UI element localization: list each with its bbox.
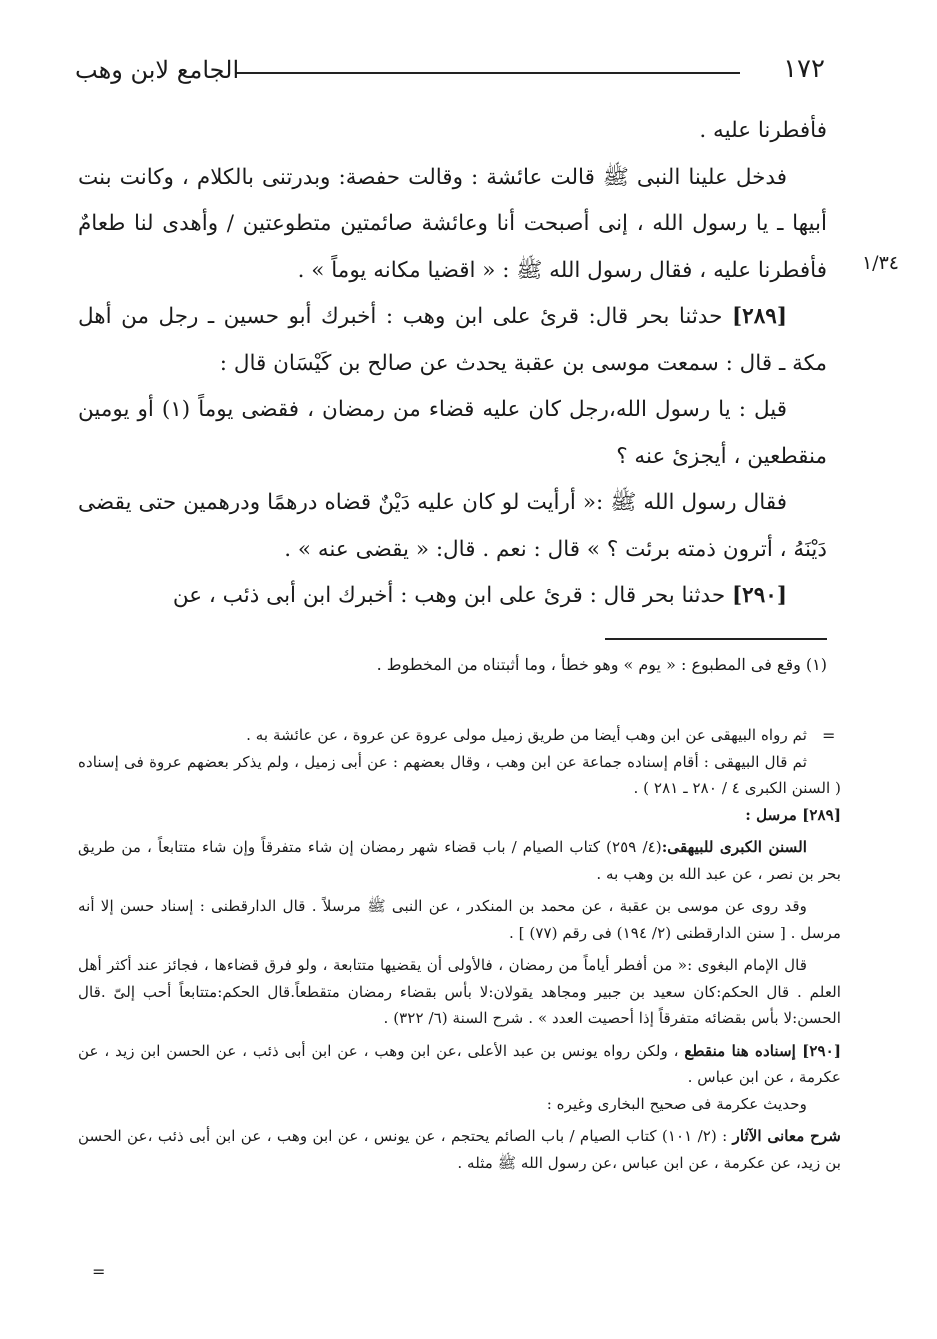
hadith-text: حدثنا بحر قال : قرئ على ابن وهب : أخبرك ابن أبى ذئب ، عن: [172, 583, 726, 608]
header-rule: [235, 72, 740, 74]
heading-text: [٢٨٩] مرسل :: [745, 805, 841, 824]
book-title: الجامع لابن وهب: [75, 56, 240, 84]
hadith-number: [٢٩٠]: [731, 583, 787, 608]
paragraph: فدخل علينا النبى ﷺ قالت عائشة : وقالت حفصة: وبدرتنى بالكلام ، وكانت بنت أبيها ـ يا رسول الله ، إنى أصبحت أنا وعائشة صائمتين متطوعتين / وأهدى لنا طعامٌ فأفطرنا عليه ، فقال رسول الله ﷺ : « اقضيا مكانه يوماً » .: [78, 164, 827, 283]
source-name: السنن الكبرى للبيهقى:: [661, 838, 808, 856]
continuation-mark: =: [92, 1262, 106, 1281]
footnote-rule: [605, 638, 827, 640]
footnote: (١) وقع فى المطبوع : « يوم » وهو خطأ ، وما أثبتناه من المخطوط .: [376, 655, 827, 674]
running-header: [75, 50, 825, 90]
continuation-mark: =: [822, 726, 836, 745]
commentary-line: قال الإمام البغوى :« من أفطر أياماً من رمضان ، فالأولى أن يقضيها متتابعة ، ولو فرق قضاءها ، فجائز عند أكثر أهل العلم . قال الحكم:كان سعيد بن جبير ومجاهد يقولان:لا بأس بقضاء رمضان متقطعاً.قال الحكم:متتابعاً أحب إلىّ .قال الحسن:لا بأس بقضائه متفرقاً إذا أحصيت العدد » . شرح السنة (٦/ ٣٢٢) .: [78, 956, 841, 1027]
hadith-number: [٢٨٩]: [731, 304, 787, 329]
paragraph: فأفطرنا عليه .: [699, 118, 827, 143]
commentary: [78, 722, 841, 1176]
source-text: : (٢/ ١٠١) كتاب الصيام / باب الصائم يحتجم ، عن يونس ، عن ابن وهب ، عن ابن أبى ذئب ،عن الحسن بن زيد، عن عكرمة ، عن ابن عباس ،عن رسول الله ﷺ مثله .: [78, 1127, 841, 1172]
commentary-line: وقد روى عن موسى بن عقبة ، عن محمد بن المنكدر ، عن النبى ﷺ مرسلاً . قال الدارقطنى : إسناد حسن إلا أنه مرسل . [ سنن الدارقطنى (٢/ ١٩٤) فى رقم (٧٧) ] .: [78, 897, 841, 942]
source-name: شرح معانى الآثار: [732, 1127, 841, 1145]
commentary-heading: [78, 802, 841, 829]
manuscript-folio-marker: ١/٣٤: [861, 252, 899, 274]
hadith-289: [78, 294, 827, 387]
hadith-text: حدثنا بحر قال: قرئ على ابن وهب : أخبرك أبو حسين ـ رجل من أهل مكة ـ قال : سمعت موسى بن عقبة يحدث عن صالح بن كَيْسَان قال :: [78, 304, 827, 376]
commentary-line: ثم رواه البيهقى عن ابن وهب أيضا من طريق زميل مولى عروة عن عروة ، عن عائشة به .: [246, 726, 807, 744]
paragraph: فقال رسول الله ﷺ :« أرأيت لو كان عليه دَيْنٌ قضاه درهمًا ودرهمين حتى يقضى دَيْنَهُ ، أترون ذمته برئت ؟ » قال : نعم . قال: « يقضى عنه » .: [78, 490, 827, 562]
source-text: (٤/ ٢٥٩) كتاب الصيام / باب قضاء شهر رمضان إن شاء متفرقاً وإن شاء متتابعاً ، من طريق بحر بن نصر ، عن عبد الله بن وهب به .: [78, 838, 841, 883]
commentary-line: [78, 1123, 841, 1176]
hadith-290: [78, 573, 827, 620]
commentary-line: ثم قال البيهقى : أقام إسناده جماعة عن ابن وهب ، وقال بعضهم : عن أبى زميل ، ولم يذكر بعضهم عروة فى إسناده ( السنن الكبرى ٤ / ٢٨٠ ـ ٢٨١ ) .: [78, 752, 841, 797]
commentary-line: وحديث عكرمة فى صحيح البخارى وغيره :: [546, 1094, 807, 1113]
main-text: [78, 108, 827, 620]
paragraph: قيل : يا رسول الله،رجل كان عليه قضاء من رمضان ، فقضى يوماً (١) أو يومين منقطعين ، أيجزئ عنه ؟: [78, 397, 827, 469]
heading-text: [٢٩٠] إسناده هنا منقطع: [684, 1041, 842, 1060]
commentary-line: [78, 834, 841, 887]
source-text: ، ولكن رواه يونس بن عبد الأعلى ،عن ابن وهب ، عن ابن أبى ذئب ، عن الحسن ابن زيد ، عن عكرمة ، عن ابن عباس .: [78, 1041, 841, 1086]
page-number: ١٧٢: [783, 54, 825, 84]
commentary-line: [78, 1038, 841, 1091]
